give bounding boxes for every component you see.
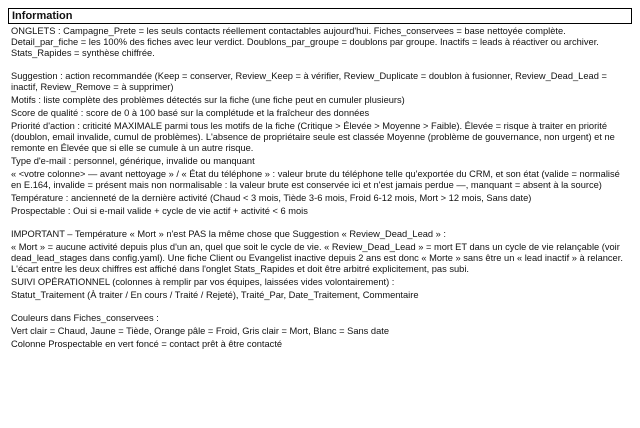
info-prospectable-couleur: Colonne Prospectable en vert foncé = contact prêt à être contacté [11,339,283,349]
info-suivi-operationnel: SUIVI OPÉRATIONNEL (colonnes à remplir par vos équipes, laissées vides volontairement) : [11,277,395,287]
info-suivi-colonnes: Statut_Traitement (À traiter / En cours / Traité / Rejeté), Traité_Par, Date_Traitement, Commentaire [11,290,419,300]
info-temperature: Température : ancienneté de la dernière activité (Chaud < 3 mois, Tiède 3-6 mois, Froid 6-12 mois, Mort > 12 mois, Sans date) [11,193,532,203]
info-onglets: ONGLETS : Campagne_Prete = les seuls contacts réellement contactables aujourd'hui. Fiches_conservees = base nettoyée complète. Detail_par_fiche = les 100% des fiches avec leur verdict. Doublons_par_groupe = doublons par groupe. Inactifs = leads à réactiver ou archiver. Stats_Rapides = synthèse chiffrée. [11,26,599,58]
spacer [11,301,629,313]
info-priorite: Priorité d'action : criticité MAXIMALE parmi tous les motifs de la fiche (Critique > Élevée > Moyenne > Faible). Élevée = risque à traiter en priorité (doublon, email invalide, cumul de problèmes). L'absence de propriétaire seule est classée Moyenne (problème de gouvernance, non urgent) et ne remonte en Élevée que si elle se cumule à un autre risque. [11,121,615,153]
info-score: Score de qualité : score de 0 à 100 basé sur la complétude et la fraîcheur des données [11,108,370,118]
info-couleurs-titre: Couleurs dans Fiches_conservees : [11,313,159,323]
info-couleurs-legende: Vert clair = Chaud, Jaune = Tiède, Orange pâle = Froid, Gris clair = Mort, Blanc = Sans date [11,326,390,336]
sheet-info-cell[interactable] [8,24,632,350]
info-mort-explication: « Mort » = aucune activité depuis plus d'un an, quel que soit le cycle de vie. « Review_Dead_Lead » = mort ET dans un cycle de vie relançable (voir dead_lead_stages dans config.yaml). Une fiche Client ou Evangelist inactive depuis 2 ans est donc « Morte » sans être un « lead inactif » à relancer. L'écart entre les deux chiffres est affiché dans l'onglet Stats_Rapides et doit être arbitré explicitement, pas subi. [11,242,623,274]
info-prospectable: Prospectable : Oui si e-mail valide + cycle de vie actif + activité < 6 mois [11,206,308,216]
info-type-email: Type d'e-mail : personnel, générique, invalide ou manquant [11,156,255,166]
info-telephone: « <votre colonne> — avant nettoyage » / « État du téléphone » : valeur brute du téléphone telle qu'exportée du CRM, et son état (valide = normalisé en E.164, invalide = présent mais non normalisable : la valeur brute est conservée ici et n'est jamais perdue —, manquant = absent à la source) [11,169,620,190]
info-motifs: Motifs : liste complète des problèmes détectés sur la fiche (une fiche peut en cumuler plusieurs) [11,95,405,105]
spreadsheet-sheet [8,8,632,350]
sheet-title-cell[interactable]: Information [8,8,632,24]
info-important: IMPORTANT – Température « Mort » n'est PAS la même chose que Suggestion « Review_Dead_Lead » : [11,229,446,239]
spacer [11,217,629,229]
spacer [11,59,629,71]
info-suggestion: Suggestion : action recommandée (Keep = conserver, Review_Keep = à vérifier, Review_Duplicate = doublon à fusionner, Review_Dead_Lead = inactif, Review_Remove = à supprimer) [11,71,607,92]
